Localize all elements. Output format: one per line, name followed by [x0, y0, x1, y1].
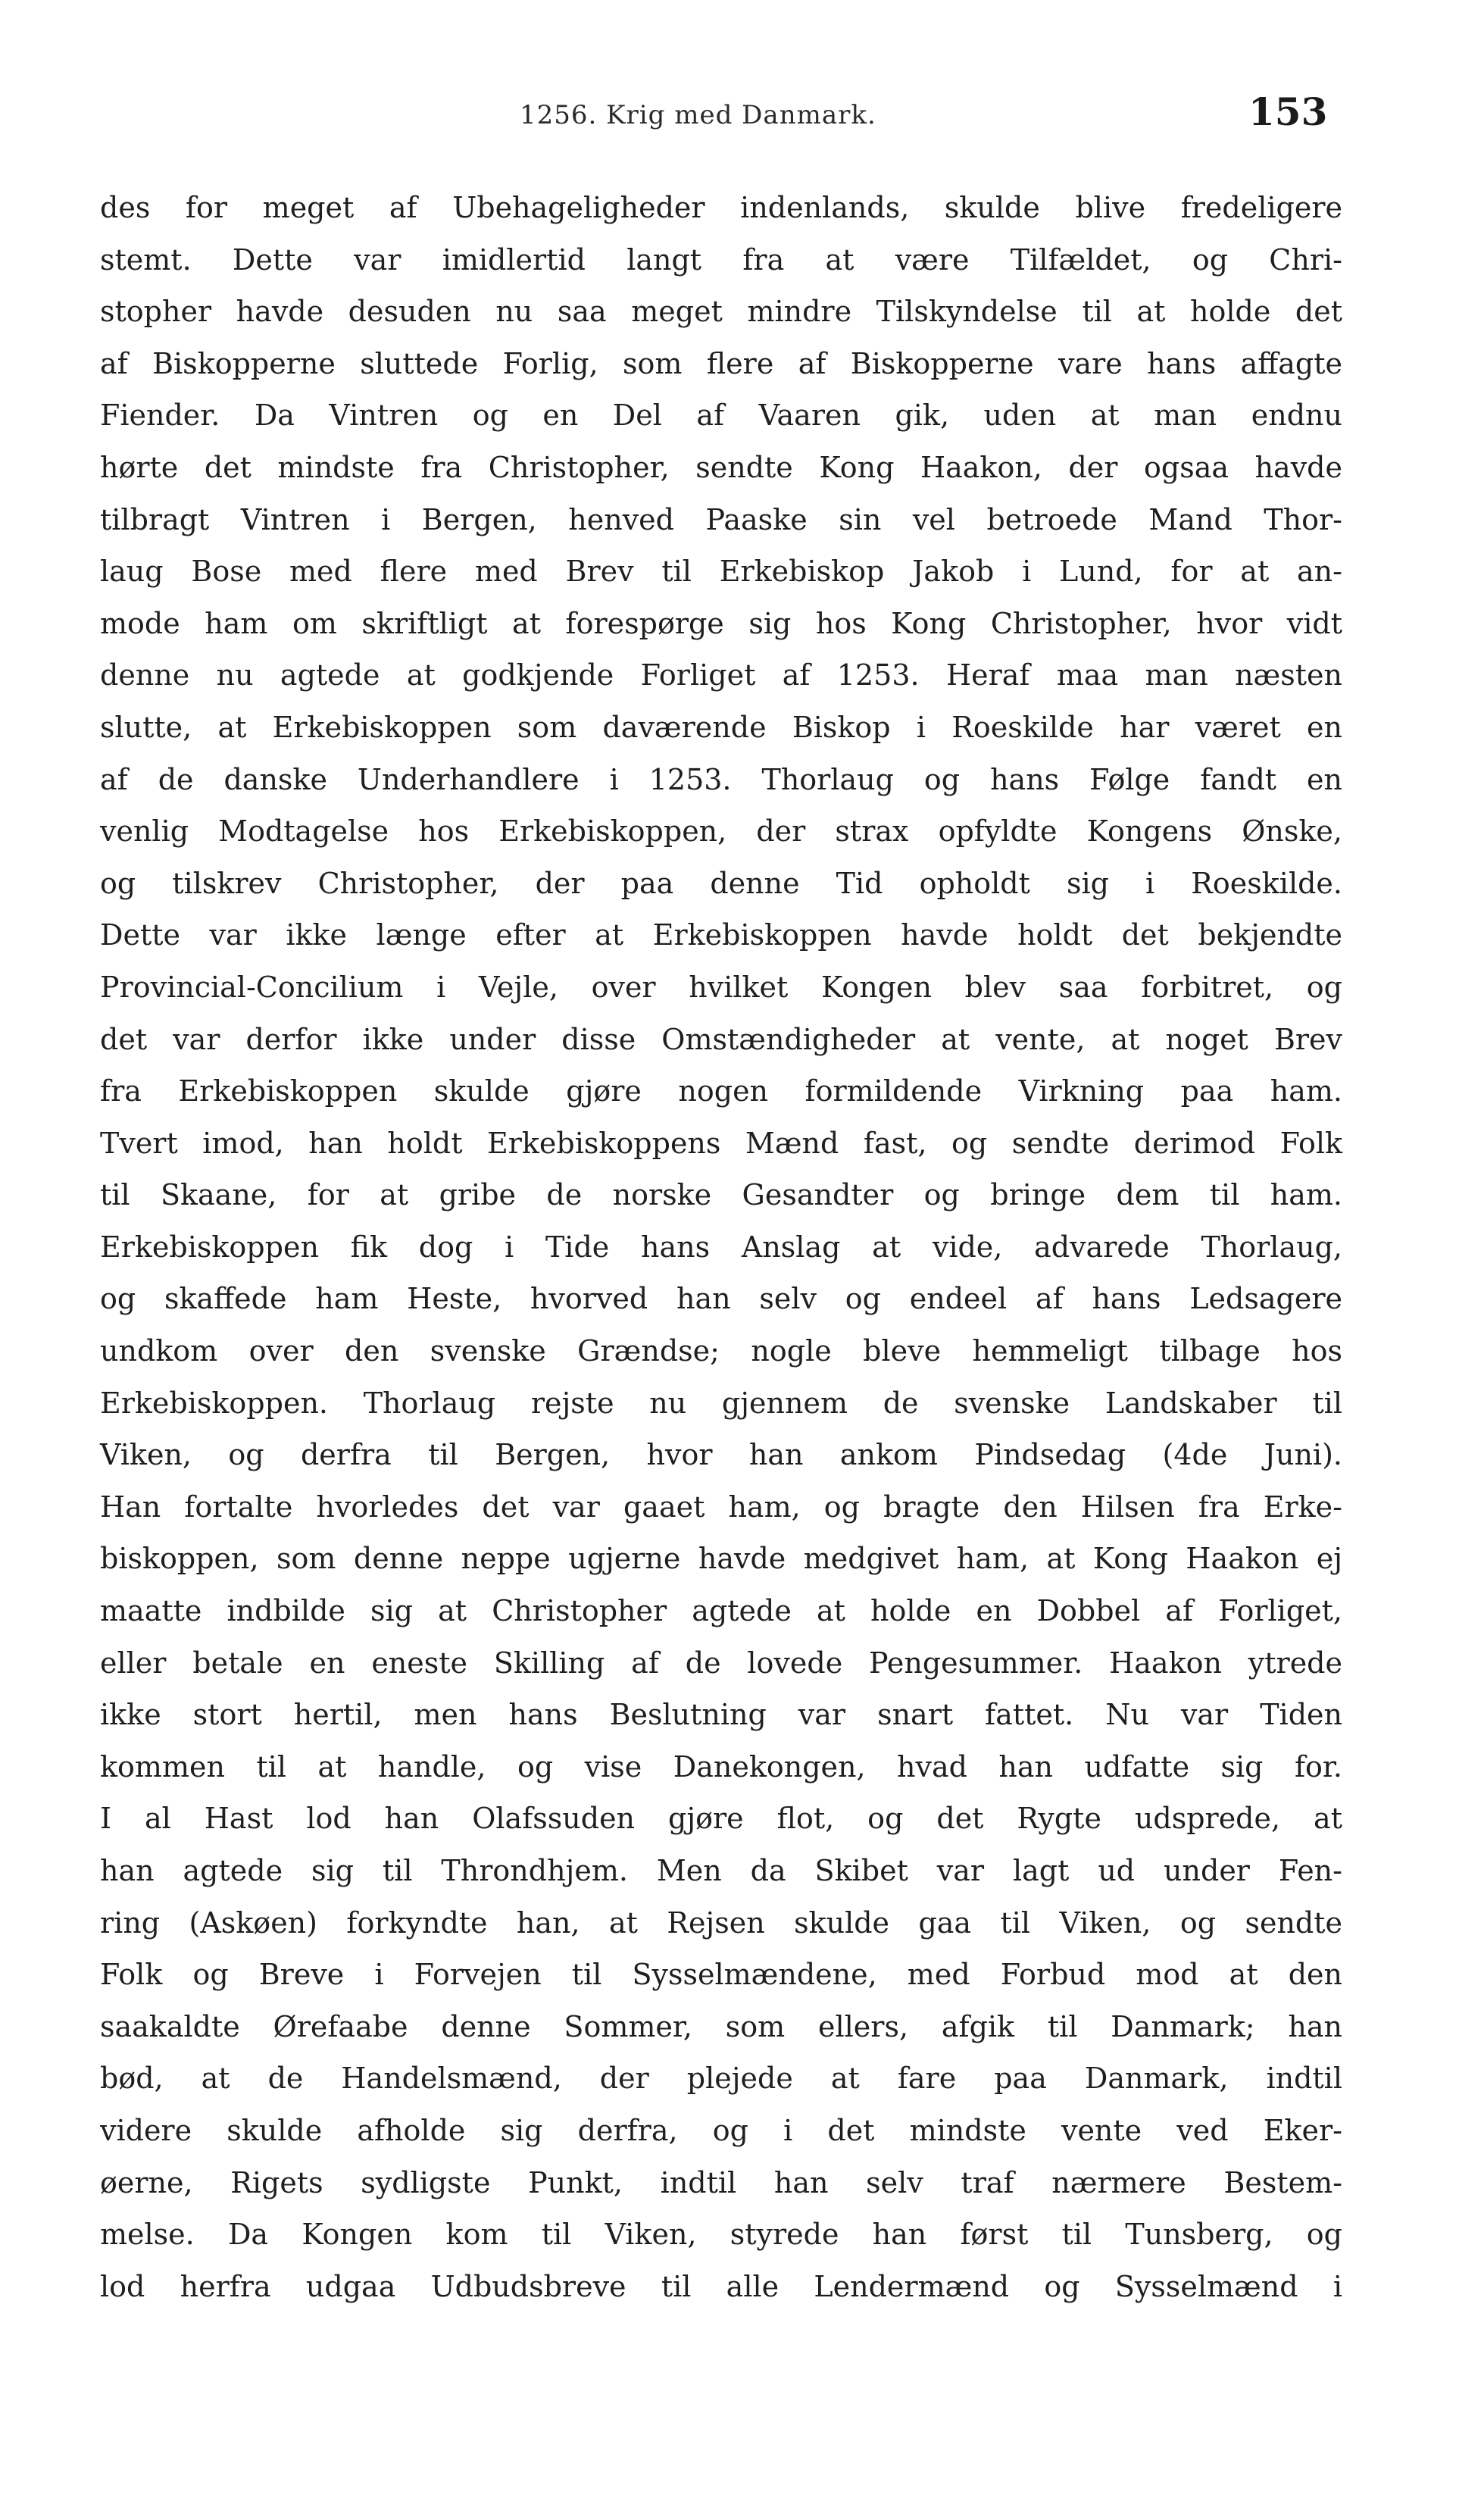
running-title: 1256. Krig med Danmark. [520, 100, 876, 130]
text-line: Erkebiskoppen. Thorlaug rejste nu gjennem de svenske Landskaber til [100, 1386, 1342, 1420]
text-line: laug Bose med flere med Brev til Erkebiskop Jakob i Lund, for at an- [100, 555, 1342, 589]
text-line: Dette var ikke længe efter at Erkebiskoppen havde holdt det bekjendte [100, 918, 1342, 952]
text-line: undkom over den svenske Grændse; nogle bleve hemmeligt tilbage hos [100, 1334, 1342, 1368]
text-line: til Skaane, for at gribe de norske Gesandter og bringe dem til ham. [100, 1178, 1342, 1212]
text-line: hørte det mindste fra Christopher, sendte Kong Haakon, der ogsaa havde [100, 450, 1342, 484]
text-line: melse. Da Kongen kom til Viken, styrede han først til Tunsberg, og [100, 2218, 1342, 2252]
text-line: lod herfra udgaa Udbudsbreve til alle Lendermænd og Sysselmænd i [100, 2269, 1342, 2303]
text-line: saakaldte Ørefaabe denne Sommer, som ellers, afgik til Danmark; han [100, 2009, 1342, 2043]
text-line: af Biskopperne sluttede Forlig, som flere af Biskopperne vare hans affagte [100, 346, 1342, 380]
text-line: des for meget af Ubehageligheder indenlands, skulde blive fredeligere [100, 191, 1342, 224]
text-line: og skaffede ham Heste, hvorved han selv og endeel af hans Ledsagere [100, 1282, 1342, 1316]
text-line: I al Hast lod han Olafssuden gjøre flot, og det Rygte udsprede, at [100, 1802, 1342, 1836]
text-line: mode ham om skriftligt at forespørge sig hos Kong Christopher, hvor vidt [100, 606, 1342, 640]
text-line: maatte indbilde sig at Christopher agtede at holde en Dobbel af Forliget, [100, 1594, 1342, 1628]
text-line: ring (Askøen) forkyndte han, at Rejsen skulde gaa til Viken, og sendte [100, 1905, 1342, 1940]
text-line: Han fortalte hvorledes det var gaaet ham, og bragte den Hilsen fra Erke- [100, 1490, 1342, 1524]
text-line: han agtede sig til Throndhjem. Men da Skibet var lagt ud under Fen- [100, 1854, 1342, 1887]
text-line: ikke stort hertil, men hans Beslutning var snart fattet. Nu var Tiden [100, 1698, 1342, 1732]
text-line: Fiender. Da Vintren og en Del af Vaaren gik, uden at man endnu [100, 399, 1342, 433]
text-line: bød, at de Handelsmænd, der plejede at fare paa Danmark, indtil [100, 2062, 1342, 2096]
text-line: stopher havde desuden nu saa meget mindre Tilskyndelse til at holde det [100, 295, 1342, 329]
text-line: denne nu agtede at godkjende Forliget af 1253. Heraf maa man næsten [100, 658, 1342, 692]
running-head [0, 89, 1484, 142]
text-line: Viken, og derfra til Bergen, hvor han ankom Pindsedag (4de Juni). [100, 1438, 1342, 1472]
text-line: Erkebiskoppen fik dog i Tide hans Anslag at vide, advarede Thorlaug, [100, 1230, 1342, 1264]
text-line: Folk og Breve i Forvejen til Sysselmændene, med Forbud mod at den [100, 1958, 1342, 1992]
text-line: slutte, at Erkebiskoppen som daværende Biskop i Roeskilde har været en [100, 710, 1342, 744]
text-line: øerne, Rigets sydligste Punkt, indtil han selv traf nærmere Bestem- [100, 2165, 1342, 2199]
text-line: og tilskrev Christopher, der paa denne Tid opholdt sig i Roeskilde. [100, 866, 1342, 900]
text-line: stemt. Dette var imidlertid langt fra at være Tilfældet, og Chri- [100, 242, 1342, 277]
text-line: biskoppen, som denne neppe ugjerne havde medgivet ham, at Kong Haakon ej [100, 1542, 1342, 1576]
text-line: fra Erkebiskoppen skulde gjøre nogen formildende Virkning paa ham. [100, 1074, 1342, 1108]
body-text [100, 182, 1342, 2312]
page-number: 153 [1248, 89, 1328, 134]
text-line: Tvert imod, han holdt Erkebiskoppens Mænd fast, og sendte derimod Folk [100, 1126, 1342, 1160]
text-line: kommen til at handle, og vise Danekongen, hvad han udfatte sig for. [100, 1749, 1342, 1784]
text-line: eller betale en eneste Skilling af de lovede Pengesummer. Haakon ytrede [100, 1646, 1342, 1680]
text-line: Provincial-Concilium i Vejle, over hvilket Kongen blev saa forbitret, og [100, 970, 1342, 1004]
text-line: videre skulde afholde sig derfra, og i det mindste vente ved Eker- [100, 2113, 1342, 2147]
text-line: venlig Modtagelse hos Erkebiskoppen, der strax opfyldte Kongens Ønske, [100, 814, 1342, 849]
text-line: af de danske Underhandlere i 1253. Thorlaug og hans Følge fandt en [100, 762, 1342, 796]
text-line: tilbragt Vintren i Bergen, henved Paaske sin vel betroede Mand Thor- [100, 502, 1342, 536]
text-line: det var derfor ikke under disse Omstændigheder at vente, at noget Brev [100, 1022, 1342, 1056]
